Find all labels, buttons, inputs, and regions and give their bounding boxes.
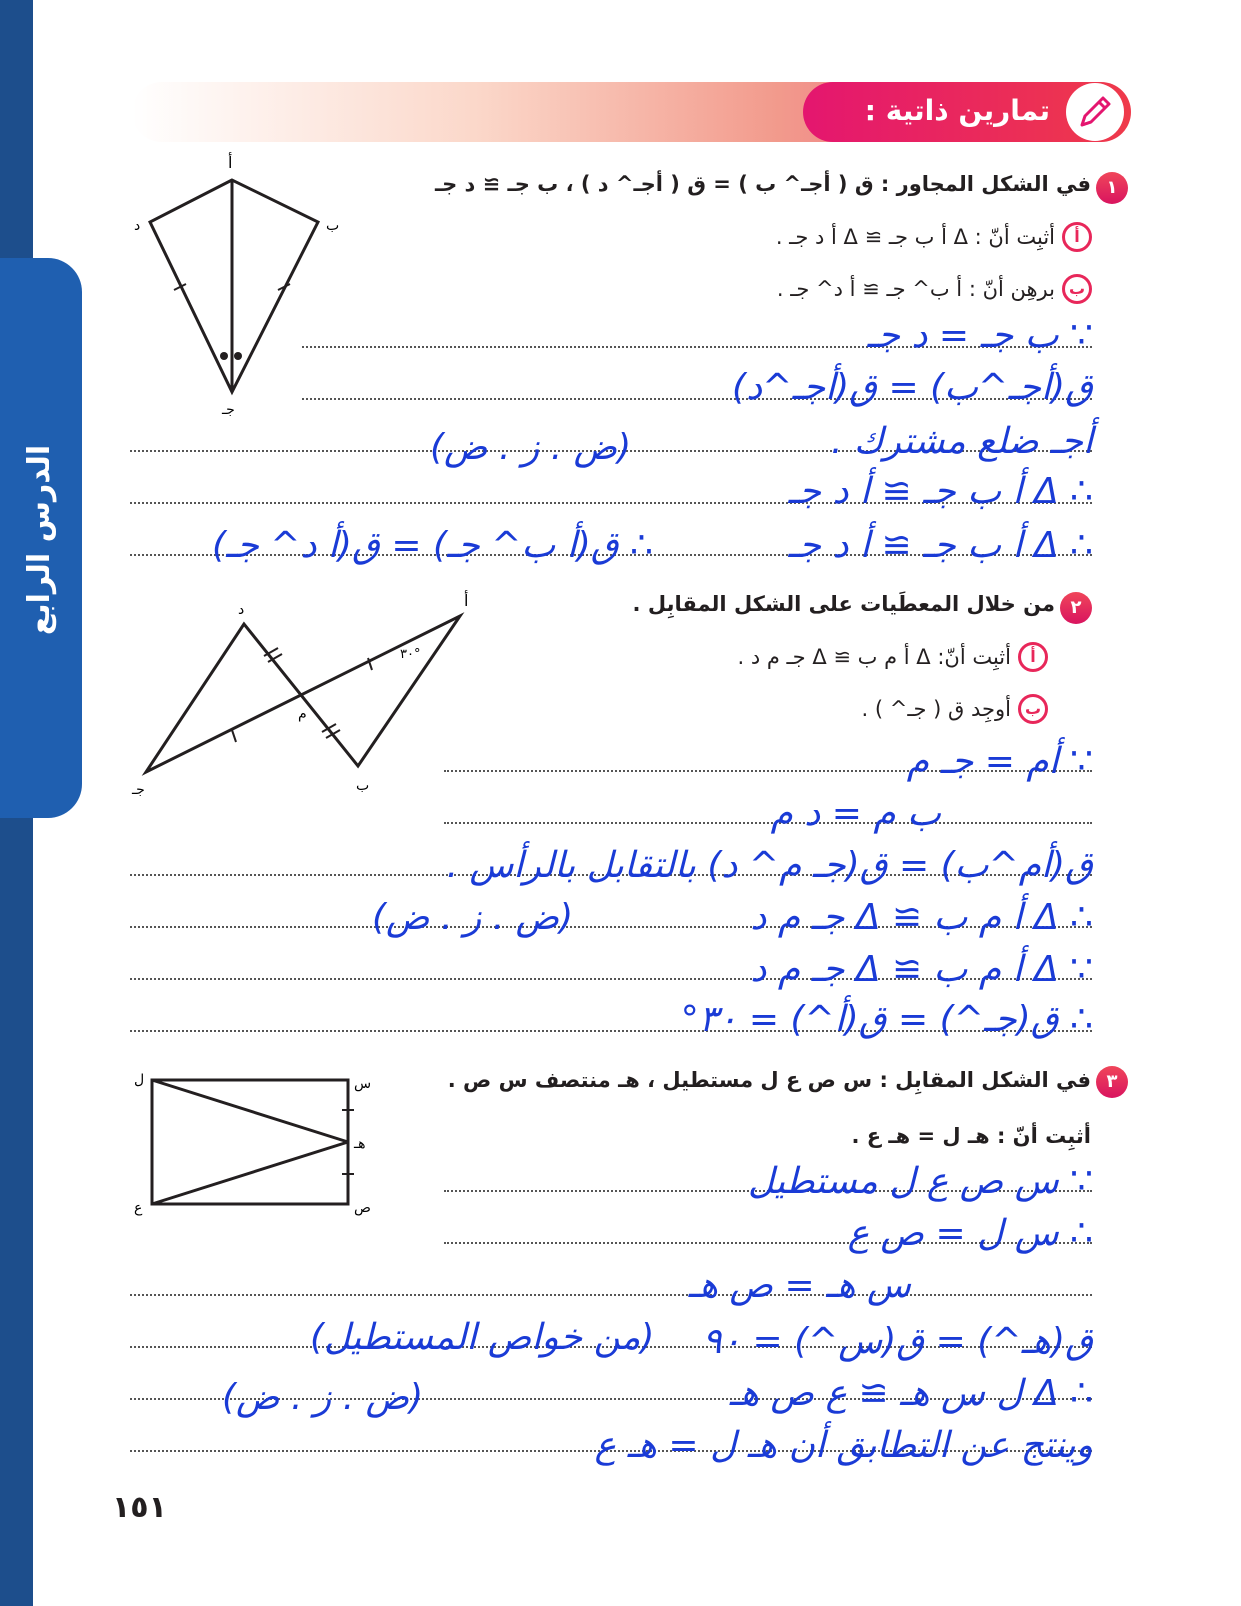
question-2-part-a-marker: أ bbox=[1018, 642, 1048, 672]
question-2-part-b-marker: ب bbox=[1018, 694, 1048, 724]
bowtie-figure bbox=[120, 590, 490, 800]
handwriting-line: أجـ ضلع مشترك . bbox=[830, 421, 1093, 462]
handwriting-line: ق(أم^ب) = ق(جـ م^ د) بالتقابل بالرأس . bbox=[446, 845, 1093, 886]
handwriting-line: ∵ ب جـ = د جـ bbox=[867, 315, 1093, 356]
question-2-part-a-text: أثبِت أنّ: Δ أ م ب ≅ Δ جـ م د . bbox=[737, 645, 1011, 669]
label-l: ل bbox=[134, 1072, 145, 1088]
answer-line bbox=[130, 1294, 1092, 1296]
handwriting-line: وينتج عن التطابق أن هـ ل = هـ ع bbox=[594, 1425, 1093, 1466]
pencil-icon bbox=[1066, 83, 1124, 141]
rectangle-figure bbox=[128, 1066, 388, 1226]
handwriting-line: ب م = د م bbox=[770, 793, 941, 834]
question-1-part-b-marker: ب bbox=[1062, 274, 1092, 304]
label-d: د bbox=[238, 602, 245, 618]
label-s: س bbox=[354, 1076, 372, 1092]
label-j: جـ bbox=[132, 782, 145, 798]
label-h: هـ bbox=[354, 1136, 366, 1152]
kite-figure bbox=[120, 150, 350, 430]
page-number: ١٥١ bbox=[112, 1490, 167, 1525]
handwriting-line: ق(هـ^) = ق(س^) = ٩٠ bbox=[702, 1321, 1093, 1362]
handwriting-line: (من خواص المستطيل) bbox=[310, 1317, 655, 1358]
label-d: د bbox=[134, 218, 141, 234]
handwriting-line: ∴ Δ أ ب جـ ≅ أ د جـ bbox=[788, 471, 1093, 512]
question-2-number: ٢ bbox=[1060, 592, 1092, 624]
handwriting-line: ∵ Δ أ م ب ≅ Δ جـ م د bbox=[750, 949, 1093, 990]
label-a: أ bbox=[228, 153, 233, 172]
handwriting-line: (ض . ز . ض) bbox=[430, 427, 632, 468]
label-b: ب bbox=[356, 778, 370, 794]
question-1-part-b-text: برهِن أنّ : أ ب^ جـ ≅ أ د^ جـ . bbox=[776, 277, 1055, 301]
handwriting-line: ∴ س ل = ص ع bbox=[847, 1213, 1093, 1254]
handwriting-line: ∴ Δ أ م ب ≅ Δ جـ م د bbox=[750, 897, 1093, 938]
lesson-side-label: الدرس الرابع bbox=[22, 444, 57, 636]
question-1-part-a-marker: أ bbox=[1062, 222, 1092, 252]
label-a: ع bbox=[134, 1200, 143, 1216]
question-1-number: ١ bbox=[1096, 172, 1128, 204]
handwriting-line: ∴ Δ أ ب جـ ≅ أ د جـ bbox=[788, 525, 1093, 566]
section-title: تمارين ذاتية : bbox=[864, 94, 1050, 127]
question-1-part-a-text: أثبِت أنّ : Δ أ ب جـ ≅ Δ أ د جـ . bbox=[775, 225, 1055, 249]
question-1-prompt: في الشكل المجاور : ق ( أجـ^ ب ) = ق ( أجـ^ د ) ، ب جـ ≅ د جـ bbox=[434, 172, 1091, 196]
question-3-number: ٣ bbox=[1096, 1066, 1128, 1098]
handwriting-line: ق(أجـ^ب) = ق(أجـ^د) bbox=[732, 367, 1093, 408]
handwriting-line: ∴ ق(أ ب^ جـ) = ق(أ د^ جـ) bbox=[212, 525, 654, 566]
angle-label: ٣٠° bbox=[400, 647, 421, 662]
answer-line bbox=[444, 822, 1092, 824]
label-j: جـ bbox=[222, 402, 235, 418]
label-m: م bbox=[298, 706, 307, 722]
label-p: ص bbox=[354, 1200, 371, 1216]
question-3-prompt: في الشكل المقابِل : س ص ع ل مستطيل ، هـ منتصف س ص . bbox=[447, 1068, 1091, 1092]
handwriting-line: ∵ أم = جـ م bbox=[906, 741, 1093, 782]
question-2-part-b-text: أوجِد ق ( جـ^ ) . bbox=[861, 697, 1011, 721]
label-b: ب bbox=[326, 218, 340, 234]
handwriting-line: (ض . ز . ض) bbox=[222, 1377, 424, 1418]
handwriting-line: ∵ س ص ع ل مستطيل bbox=[747, 1161, 1093, 1202]
question-2-prompt: من خلال المعطَيات على الشكل المقابِل . bbox=[632, 592, 1055, 616]
handwriting-line: ∴ ق(جـ^) = ق(أ^) = ٣٠° bbox=[680, 999, 1093, 1040]
handwriting-line: (ض . ز . ض) bbox=[372, 897, 574, 938]
label-a: أ bbox=[464, 591, 469, 610]
handwriting-line: ∴ Δ ل س هـ ≅ ع ص هـ bbox=[729, 1373, 1093, 1414]
question-3-part-text: أثبِت أنّ : هـ ل = هـ ع . bbox=[851, 1124, 1091, 1148]
handwriting-line: س هـ = ص هـ bbox=[688, 1265, 911, 1306]
